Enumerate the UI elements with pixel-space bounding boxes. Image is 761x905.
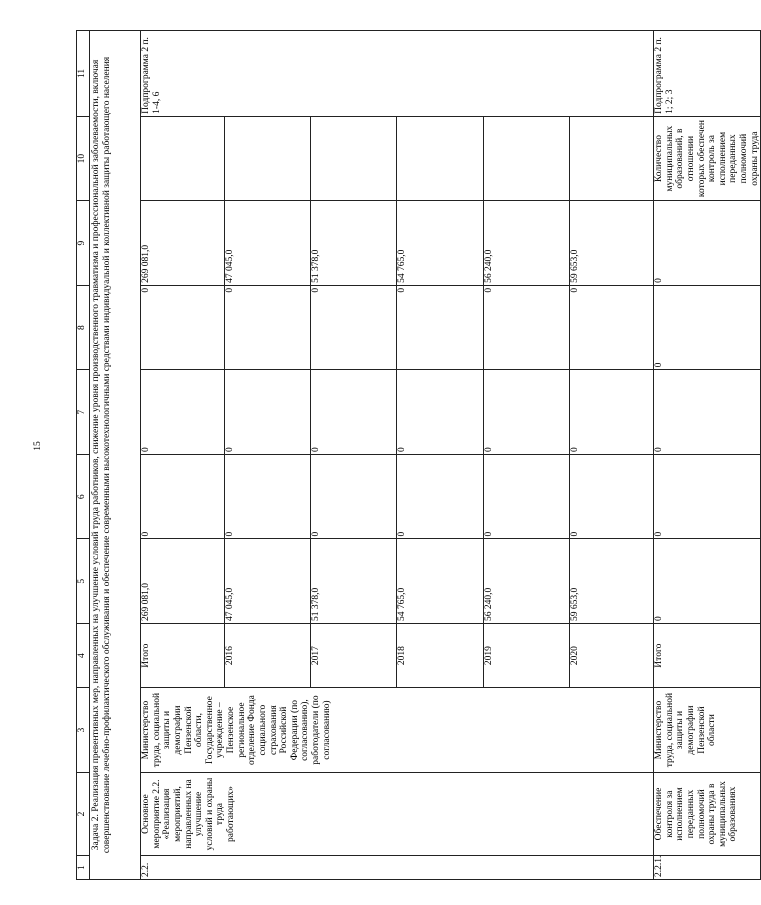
column-number: 7 (77, 370, 90, 455)
amount: 51 378,0 (311, 539, 397, 623)
row-number: 2.2. (141, 856, 654, 880)
amount: 0 (311, 370, 397, 454)
amount: 0 (654, 285, 761, 370)
amount: 0 (141, 370, 224, 454)
measure-name: Обеспечение контроля за исполнением переданных полномочий охраны труда в муниципальных образованиях (654, 772, 761, 855)
column-number-row (77, 31, 90, 880)
amount: 0 (570, 531, 581, 537)
column-number: 5 (77, 539, 90, 624)
amount: 59 653,0 (570, 587, 581, 622)
task-title: Задача 2. Реализация превентивных мер, направленных на улучшение условий труда работников, снижение уровня производственного травматизма и профессиональной заболеваемости, включая совершенствование лечебно-профилактического обслуживания и обеспечение современными высокотехнологичными средствами индивидуальной и коллективной защиты работающего населения (90, 31, 141, 880)
amount: 0 (397, 370, 483, 454)
amount-col7-cell (141, 370, 654, 455)
column-number: 8 (77, 285, 90, 370)
row-number: 2.2.1. (654, 856, 761, 880)
year: 2017 (311, 624, 397, 687)
column-number: 1 (77, 856, 90, 880)
year: Итого (141, 624, 224, 687)
amount: 0 (483, 455, 569, 539)
amount-col6-cell (141, 454, 654, 539)
column-number: 2 (77, 772, 90, 855)
column-number: 11 (77, 31, 90, 117)
amount: 269 081,0 (141, 539, 224, 623)
indicator-cell (141, 116, 654, 201)
column-number: 9 (77, 201, 90, 286)
amount: 0 (483, 370, 569, 454)
column-number: 3 (77, 688, 90, 773)
amount-col8-cell (141, 285, 654, 370)
program-table (76, 30, 761, 880)
amount: 0 (141, 286, 224, 370)
amount: 0 (570, 287, 581, 293)
amount: 0 (311, 286, 397, 370)
task-row (90, 31, 141, 880)
amount: 0 (654, 201, 761, 286)
measure-name: Основное мероприятие 2.2. «Реализация мероприятий, направленных на улучшение условий и охраны труда работающих» (141, 772, 654, 855)
amount: 0 (483, 286, 569, 370)
amount-total-cell (141, 539, 654, 624)
rotated-table-wrapper (76, 30, 760, 880)
years-cell (141, 624, 654, 688)
amount: 47 045,0 (224, 539, 310, 623)
year: 2018 (397, 624, 483, 687)
amount: 59 653,0 (570, 249, 581, 283)
year: 2019 (483, 624, 569, 687)
amount: 0 (224, 286, 310, 370)
amount: 0 (654, 539, 761, 624)
amount-col9-cell (141, 201, 654, 286)
amount: 0 (311, 455, 397, 539)
column-number: 4 (77, 624, 90, 688)
amount: 0 (397, 286, 483, 370)
amount: 47 045,0 (224, 201, 310, 285)
page-number: 15 (32, 441, 43, 451)
amount: 269 081,0 (141, 201, 224, 285)
table-row (654, 31, 761, 880)
amount: 0 (654, 454, 761, 539)
amount: 0 (224, 455, 310, 539)
amount: 56 240,0 (483, 201, 569, 285)
column-number: 10 (77, 116, 90, 201)
program-link: Подпрограмма 2 п. 1; 2; 3 (654, 31, 761, 117)
table-row (141, 31, 654, 880)
amount: 54 765,0 (397, 201, 483, 285)
executor: Министерство труда, социальной защиты и демографии Пензенской области (654, 688, 761, 773)
program-link: Подпрограмма 2 п. 1-4, 6 (141, 31, 654, 117)
amount: 0 (141, 455, 224, 539)
amount: 0 (397, 455, 483, 539)
year: Итого (654, 624, 761, 688)
amount: 51 378,0 (311, 201, 397, 285)
executor: Министерство труда, социальной защиты и демографии Пензенской области, Государственное учреждение – Пензенское региональное отделение Фонда социального страхования Российской Федерации (по согласованию), работодатели (по согласованию) (141, 688, 654, 773)
amount: 0 (224, 370, 310, 454)
amount: 0 (654, 370, 761, 455)
year: 2016 (224, 624, 310, 687)
amount: 54 765,0 (397, 539, 483, 623)
year: 2020 (570, 646, 581, 666)
indicator: Количество муниципальных образований, в отношении которых обеспечен контроль за исполнением переданных полномочий охраны труда (654, 116, 761, 201)
amount: 56 240,0 (483, 539, 569, 623)
amount: 0 (570, 447, 581, 452)
column-number: 6 (77, 454, 90, 539)
